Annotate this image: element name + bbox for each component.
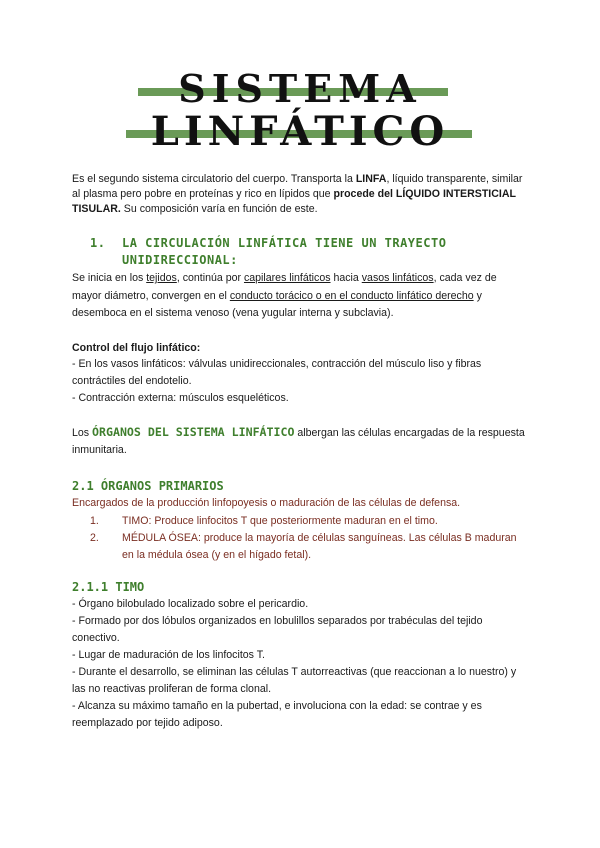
circ-text-b: , continúa por [176,272,244,284]
circ-capilares: capilares linfáticos [243,272,331,284]
circ-text-a: Se inicia en los [72,272,147,284]
circ-text-c: hacia [330,272,362,284]
circ-conducto: conducto torácico o en el conducto linfático derecho [229,289,474,302]
intro-text-1: Es el segundo sistema circulatorio del cuerpo. Transporta la [72,173,356,185]
list-item [72,513,528,530]
timo-line-2: - Formado por dos lóbulos organizados en lobulillos separados por trabéculas del tejido conectivo. [72,614,483,644]
intro-procede: procede del LÍQUIDO INTERSTICIAL TISULAR. [72,188,516,215]
section-1-title: LA CIRCULACIÓN LINFÁTICA TIENE UN TRAYECTO UNIDIRECCIONAL: [122,236,447,267]
circ-text-e: y desemboca en el sistema venoso (vena yugular interna y subclavia). [72,289,482,319]
control-item-2: - Contracción externa: músculos esqueléticos. [72,391,289,404]
timo-line-5: - Alcanza su máximo tamaño en la pubertad, e involuciona con la edad: se contrae y es reemplazado por tejido adiposo. [72,699,482,729]
section-1-heading [72,235,528,269]
control-item-1: - En los vasos linfáticos: válvulas unidireccionales, contracción del músculo liso y fibras contráctiles del endotelio. [72,357,482,387]
title-line-1: SISTEMA [178,66,422,111]
circ-vasos: vasos linfáticos [361,272,434,284]
section-1-number: 1. [90,236,106,250]
circ-tejidos: tejidos [146,272,177,284]
control-heading: Control del flujo linfático: [72,341,201,354]
organos-paragraph [72,424,528,460]
list-item-number: 1. [90,514,99,527]
timo-line-4: - Durante el desarrollo, se eliminan las células T autorreactivas (que reaccionan a lo nuestro) y las no reactivas proliferan de forma clonal. [72,665,517,695]
intro-linfa: LINFA [355,173,387,185]
intro-paragraph [72,172,528,217]
timo-line-3: - Lugar de maduración de los linfocitos T. [72,648,265,661]
organos-post: albergan las células encargadas de la respuesta inmunitaria. [72,426,525,456]
timo-line-1: - Órgano bilobulado localizado sobre el pericardio. [72,597,309,610]
organos-highlight: ÓRGANOS DEL SISTEMA LINFÁTICO [92,424,295,439]
circulation-paragraph [72,270,528,323]
list-item-text: MÉDULA ÓSEA: produce la mayoría de células sanguíneas. Las células B maduran en la médula ósea (y en el hígado fetal). [122,531,517,561]
primarios-list [72,513,528,564]
organos-pre: Los [72,426,93,439]
title-block [120,64,480,160]
intro-text-2: , líquido transparente, similar al plasma pero pobre en proteínas y rico en lípidos que [72,173,523,200]
list-item-number: 2. [90,531,99,544]
intro-text-3: Su composición varía en función de este. [120,203,318,215]
title-line-2: LINFÁTICO [150,108,450,155]
document-body [72,172,528,732]
timo-heading: 2.1.1 TIMO [72,579,145,594]
list-item [72,530,528,564]
primarios-description: Encargados de la producción linfopoyesis o maduración de las células de defensa. [72,496,461,509]
primarios-heading: 2.1 ÓRGANOS PRIMARIOS [72,478,224,493]
list-item-text: TIMO: Produce linfocitos T que posteriormente maduran en el timo. [122,514,438,527]
circ-text-d: , cada vez de mayor diámetro, convergen en el [72,272,497,302]
